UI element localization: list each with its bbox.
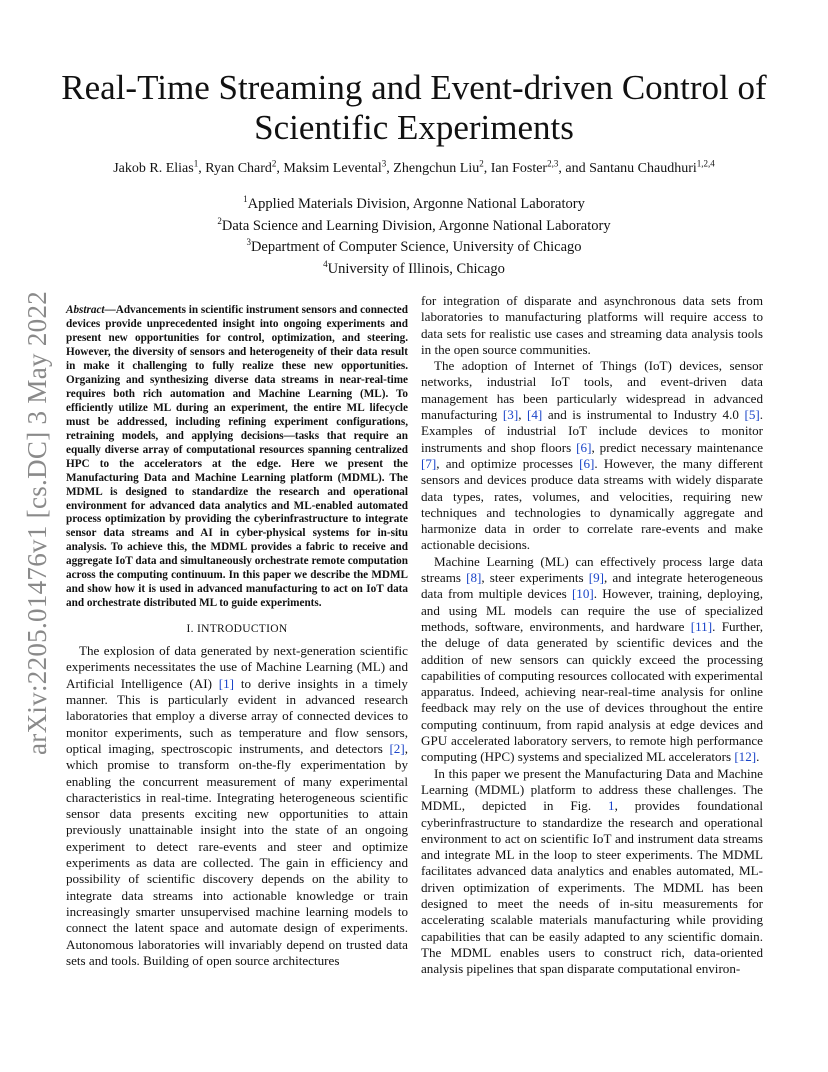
affiliation-text: Department of Computer Science, University of Chicago xyxy=(250,239,582,255)
author-affiliation-marker: 1 xyxy=(193,158,199,169)
body-text: for integration of disparate and asynchronous data sets from laboratories to manufacturing platforms will require access to data sets for realistic use cases and streaming data analysis tools in the open source communities. xyxy=(421,293,763,357)
author-name: Ian Foster$^{2,3}$ xyxy=(490,158,559,176)
body-text: and is instrumental to Industry 4.0 xyxy=(542,407,745,423)
body-text: In this paper we present the Manufacturing Data and Machine Learning (MDML) platform to address these challenges. The MDML, depicted in Fig. xyxy=(421,765,763,814)
affiliation-line xyxy=(40,259,788,281)
citation-link[interactable]: [6] xyxy=(576,439,592,455)
body-text: to derive insights in a timely manner. This is particularly evident in advanced research laboratories that employ a diverse array of connected devices to monitor experiments, such as temperature and flow sensors, optical imaging, spectroscopic instruments, and detectors xyxy=(66,675,408,756)
affiliation-line xyxy=(40,216,788,238)
affiliation-text: Applied Materials Division, Argonne National Laboratory xyxy=(247,196,585,212)
section-heading-introduction: I. INTRODUCTION xyxy=(186,623,288,636)
body-text: Machine Learning (ML) can effectively process large data streams xyxy=(421,553,763,586)
affiliation-marker: 3 xyxy=(246,237,251,248)
citation-link[interactable]: [7] xyxy=(421,455,437,471)
body-text: The explosion of data generated by next-generation scientific experiments necessitates the use of Machine Learning (ML) and Artificial Intelligence (AI) xyxy=(66,643,408,691)
citation-link[interactable]: 1 xyxy=(608,798,615,814)
author-name: Ryan Chard$^2$ xyxy=(205,158,277,176)
right-column xyxy=(421,293,763,977)
citation-link[interactable]: [4] xyxy=(527,407,543,423)
arxiv-identifier: arXiv:2205.01476v1 [cs.DC] 3 May 2022 xyxy=(22,290,52,755)
author-affiliation-marker: 2,3 xyxy=(547,158,559,169)
author-affiliation-marker: 2 xyxy=(479,158,484,169)
body-text: , steer experiments xyxy=(481,570,589,586)
author-name: Maksim Levental$^3$ xyxy=(283,158,387,176)
citation-link[interactable]: [6] xyxy=(579,455,595,471)
body-paragraph xyxy=(421,358,763,554)
affiliation-line xyxy=(40,237,788,259)
body-text: . However, training, deploying, and using ML models can require the use of specialized methods, software, environments, and hardware xyxy=(421,586,763,634)
author-affiliation-marker: 1,2,4 xyxy=(696,158,715,169)
body-text: , xyxy=(518,407,528,423)
abstract-label: Abstract xyxy=(66,304,105,317)
body-text: , and optimize processes xyxy=(436,455,580,471)
author-name: Santanu Chaudhuri$^{1,2,4}$ xyxy=(589,158,715,176)
paper-title: Real-Time Streaming and Event-driven Control of Scientific Experiments xyxy=(61,68,767,147)
citation-link[interactable]: [11] xyxy=(690,618,713,634)
body-text: , which promise to transform on-the-fly experimentation by enabling the concurrent measurement of many experimental characteristics in real-time. Integrating heterogeneous scientific sensor data presents exciting new opportunities to attain previously unattainable insight into the state of an ongoing experiment to detect rare-events and steer and optimize experiments as data are collected. The gain in efficiency and possibility of scientific discovery depends on the ability to integrate data streams into actionable knowledge or train increasingly smarter unsupervised machine learning models to connect the latent space and automate design of experiments. Autonomous laboratories will invariably depend on trusted data sets and tools. Building of open source architectures xyxy=(66,740,408,968)
intro-paragraph xyxy=(66,643,408,969)
author-list: Jakob R. Elias$^1$, Ryan Chard$^2$, Maksim Levental$^3$, Zhengchun Liu$^2$, Ian Foster$^{2,3}$, and Santanu Chaudhuri$^{1,2,4}$ xyxy=(113,158,715,176)
affiliation-marker: 1 xyxy=(243,194,248,205)
citation-link[interactable]: [3] xyxy=(502,407,519,423)
body-text: . However, the many different sensors and devices produce data streams with widely disparate data types, rates, volumes, and velocities, requiring new techniques and technologies to dynamically aggregate and harmonize data in order to correlate rare-events and make actionable decisions. xyxy=(421,455,764,553)
abstract-text: —Advancements in scientific instrument sensors and connected devices provide unprecedented insight into ongoing experiments and present new opportunities for control, optimization, and steering. However, the diversity of sensors and heterogeneity of their data result in make it challenging to fully realize these new opportunities. Organizing and synthesizing diverse data streams in near-real-time requires both rich automation and Machine Learning (ML). To efficiently utilize ML during an experiment, the entire ML lifecycle must be addressed, including refining experiment configurations, retraining models, and applying decisions—tasks that require an equally diverse array of computational resources spanning centralized HPC to the accelerators at the edge. Here we present the Manufacturing Data and Machine Learning platform (MDML). The MDML is designed to standardize the research and operational environment for advanced data analytics and ML-enabled automated process optimization by providing the cyberinfrastructure to integrate sensor data streams and AI in cyber-physical systems for in-situ analysis. To achieve this, the MDML provides a fabric to receive and aggregate IoT data and simultaneously orchestrate remote computation across the computing continuum. In this paper we describe the MDML and show how it is used in advanced manufacturing to act on IoT data and orchestrate distributed ML to guide experiments. xyxy=(66,304,408,610)
citation-link[interactable]: [9] xyxy=(588,570,605,586)
body-text: , and integrate heterogeneous data from multiple devices xyxy=(421,570,763,602)
citation-link[interactable]: [8] xyxy=(466,570,482,586)
affiliation-marker: 2 xyxy=(217,215,222,226)
affiliation-text: University of Illinois, Chicago xyxy=(327,260,505,277)
affiliation-line xyxy=(40,194,788,216)
body-paragraph xyxy=(421,766,763,978)
author-affiliation-marker: 3 xyxy=(381,158,387,169)
abstract xyxy=(66,304,408,611)
citation-link[interactable]: [12] xyxy=(734,749,757,765)
citation-link[interactable]: [2] xyxy=(389,740,405,756)
left-column xyxy=(66,293,408,969)
body-text: , predict necessary maintenance xyxy=(591,439,764,455)
author-name: Jakob R. Elias$^1$ xyxy=(113,158,199,176)
affiliation-marker: 4 xyxy=(323,258,328,269)
citation-link[interactable]: [5] xyxy=(744,407,760,423)
citation-link[interactable]: [10] xyxy=(571,586,594,602)
affiliation-text: Data Science and Learning Division, Argonne National Laboratory xyxy=(221,217,611,234)
body-text: . xyxy=(756,749,760,765)
author-name: Zhengchun Liu$^2$ xyxy=(393,158,484,176)
author-affiliation-marker: 2 xyxy=(271,158,277,169)
arxiv-side-stamp xyxy=(22,285,52,755)
affiliation-list xyxy=(40,194,788,280)
body-paragraph xyxy=(421,293,763,358)
body-text: . Further, the deluge of data generated by scientific devices and the addition of new sensors can quickly exceed the processing capabilities of computing resources collocated with experimental apparatus. Indeed, achieving near-real-time analysis for online feedback may rely on the use of devices throughout the entire computing continuum, from rapid analysis at edge devices and GPU accelerated laboratory servers, to remote high performance computing (HPC) systems and specialized ML accelerators xyxy=(421,618,763,765)
citation-link[interactable]: [1] xyxy=(218,675,235,691)
body-text: , provides foundational cyberinfrastructure to standardize the research and operational environment to act on scientific IoT and instrument data streams and integrate ML in the loop to steer experiments. The MDML facilitates advanced data analytics and enables automated, ML-driven optimization of experiments. The MDML has been designed to meet the needs of in-situ measurements for accelerating scalable materials manufacturing while providing capabilities that can be easily adapted to any scientific domain. The MDML enables users to construct rich, data-oriented analysis pipelines that span disparate computational environ- xyxy=(421,798,763,977)
body-paragraph xyxy=(421,554,763,766)
body-text: The adoption of Internet of Things (IoT) devices, sensor networks, industrial IoT tools, and event-driven data management has been particularly widespread in advanced manufacturing xyxy=(421,358,763,423)
body-text: . Examples of industrial IoT include devices to monitor instruments and shop floors xyxy=(421,407,764,455)
